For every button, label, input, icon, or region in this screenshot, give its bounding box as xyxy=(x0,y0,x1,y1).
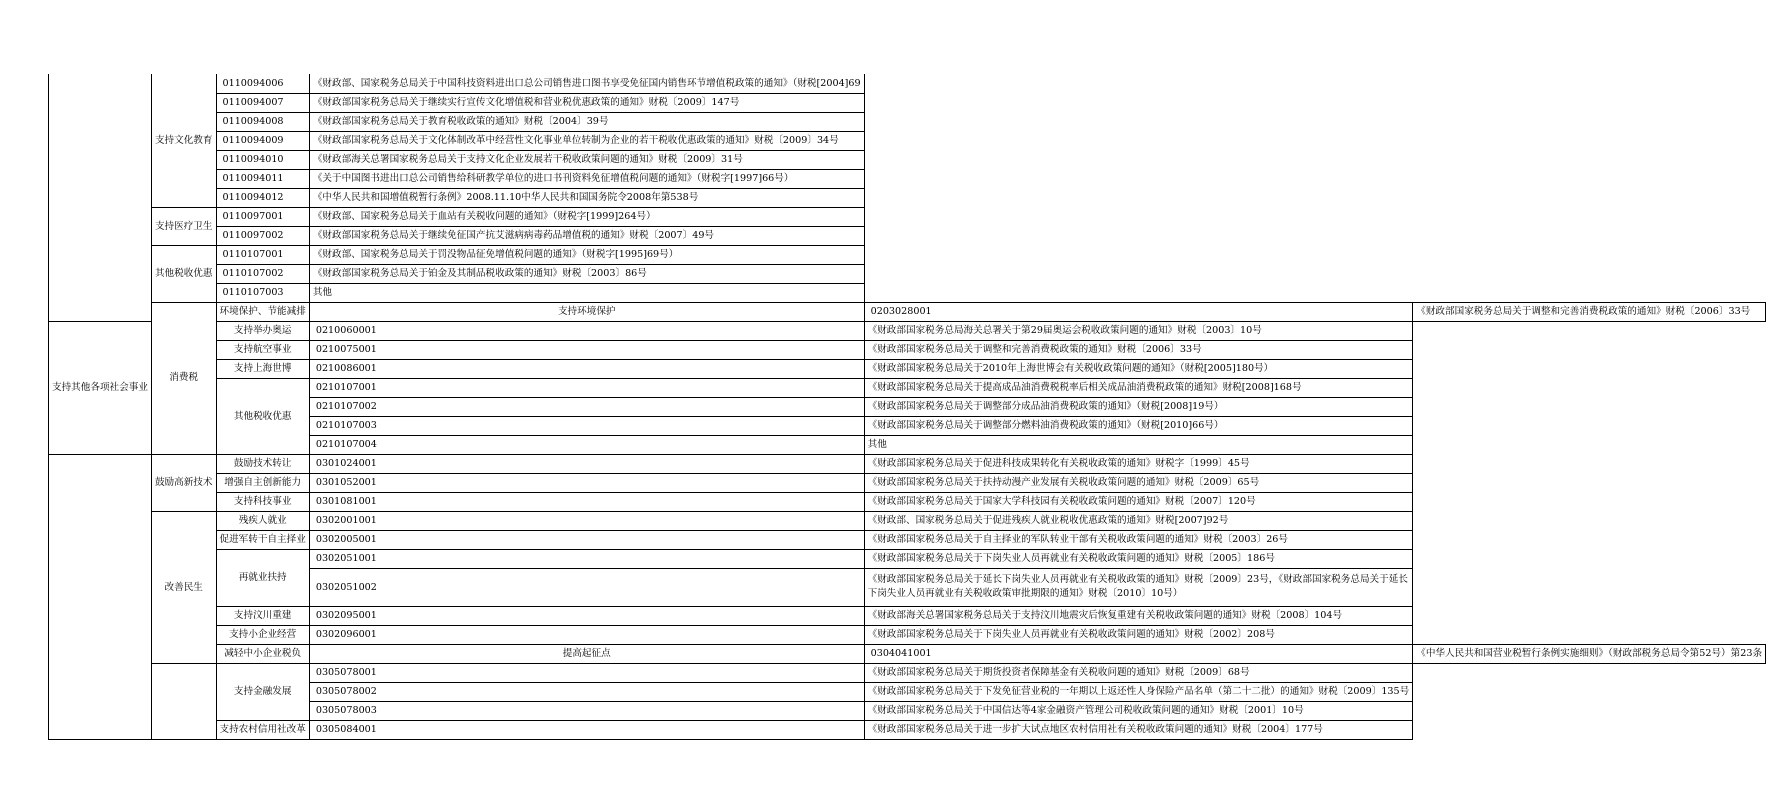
item-cell: 支持农村信用社改革 xyxy=(216,720,309,739)
table-row xyxy=(49,74,1766,93)
policy-cell: 《财政部国家税务总局关于下岗失业人员再就业有关税收政策问题的通知》财税〔2002〕208号 xyxy=(864,625,1413,644)
table-row xyxy=(49,226,1766,245)
code-cell: 0302096001 xyxy=(309,625,864,644)
policy-cell: 《财政部海关总署国家税务总局关于支持文化企业发展若干税收政策问题的通知》财税〔2009〕31号 xyxy=(309,150,864,169)
code-cell: 0301024001 xyxy=(309,454,864,473)
category-cell: 支持其他各项社会事业 xyxy=(49,321,152,454)
item-cell: 支持汶川重建 xyxy=(216,606,309,625)
code-cell: 0110107001 xyxy=(216,245,309,264)
policy-cell: 其他 xyxy=(864,435,1413,454)
code-cell: 0110094010 xyxy=(216,150,309,169)
table-row xyxy=(49,663,1766,682)
policy-cell: 《财政部、国家税务总局关于促进残疾人就业税收优惠政策的通知》财税[2007]92号 xyxy=(864,511,1413,530)
item-cell: 支持航空事业 xyxy=(216,340,309,359)
policy-cell: 《财政部国家税务总局关于继续免征国产抗艾滋病病毒药品增值税的通知》财税〔2007〕49号 xyxy=(309,226,864,245)
code-cell: 0304041001 xyxy=(864,644,1413,663)
policy-cell: 《财政部国家税务总局关于文化体制改革中经营性文化事业单位转制为企业的若干税收优惠政策的通知》财税〔2009〕34号 xyxy=(309,131,864,150)
table-row xyxy=(49,549,1766,568)
code-cell: 0210107001 xyxy=(309,378,864,397)
table-row xyxy=(49,454,1766,473)
item-cell: 再就业扶持 xyxy=(216,549,309,606)
policy-cell: 《财政部国家税务总局关于国家大学科技园有关税收政策问题的通知》财税〔2007〕120号 xyxy=(864,492,1413,511)
policy-cell: 《财政部国家税务总局关于下岗失业人员再就业有关税收政策问题的通知》财税〔2005〕186号 xyxy=(864,549,1413,568)
table-row xyxy=(49,625,1766,644)
policy-cell: 《关于中国图书进出口总公司销售给科研教学单位的进口书刊资料免征增值税问题的通知》（财税字[1997]66号） xyxy=(309,169,864,188)
policy-cell: 《中华人民共和国营业税暂行条例实施细则》（财政部税务总局令第52号）第23条 xyxy=(1413,644,1766,663)
code-cell: 0301052001 xyxy=(309,473,864,492)
item-cell: 支持科技事业 xyxy=(216,492,309,511)
policy-cell: 《中华人民共和国增值税暂行条例》2008.11.10中华人民共和国国务院令2008年第538号 xyxy=(309,188,864,207)
table-row xyxy=(49,359,1766,378)
code-cell: 0305078002 xyxy=(309,682,864,701)
code-cell: 0302095001 xyxy=(309,606,864,625)
table-row xyxy=(49,720,1766,739)
code-cell: 0302005001 xyxy=(309,530,864,549)
item-cell: 其他税收优惠 xyxy=(151,245,216,302)
table-row xyxy=(49,112,1766,131)
table-row xyxy=(49,530,1766,549)
code-cell: 0305084001 xyxy=(309,720,864,739)
table-row xyxy=(49,245,1766,264)
table-row xyxy=(49,131,1766,150)
code-cell: 0203028001 xyxy=(864,302,1413,321)
item-cell: 支持小企业经营 xyxy=(216,625,309,644)
code-cell: 0110094012 xyxy=(216,188,309,207)
item-cell: 支持上海世博 xyxy=(216,359,309,378)
table-row xyxy=(49,511,1766,530)
item-cell: 支持举办奥运 xyxy=(216,321,309,340)
category-cell xyxy=(151,663,216,739)
policy-cell: 《财政部国家税务总局关于下发免征营业税的一年期以上返还性人身保险产品名单（第二十二批）的通知》财税〔2009〕135号 xyxy=(864,682,1413,701)
policy-cell: 《财政部国家税务总局关于调整和完善消费税政策的通知》财税〔2006〕33号 xyxy=(864,340,1413,359)
item-cell: 支持文化教育 xyxy=(151,74,216,207)
table-row xyxy=(49,321,1766,340)
table-row xyxy=(49,264,1766,283)
policy-cell: 《财政部、国家税务总局关于中国科技资料进出口总公司销售进口图书享受免征国内销售环节增值税政策的通知》（财税[2004]69 xyxy=(309,74,864,93)
code-cell: 0301081001 xyxy=(309,492,864,511)
code-cell: 0305078001 xyxy=(309,663,864,682)
item-cell: 促进军转干自主择业 xyxy=(216,530,309,549)
code-cell: 0305078003 xyxy=(309,701,864,720)
policy-cell: 《财政部国家税务总局关于调整和完善消费税政策的通知》财税〔2006〕33号 xyxy=(1413,302,1766,321)
policy-cell: 《财政部国家税务总局关于延长下岗失业人员再就业有关税收政策的通知》财税〔2009〕23号，《财政部国家税务总局关于延长下岗失业人员再就业有关税收政策审批期限的通知》财税〔2010〕10号） xyxy=(864,568,1413,606)
code-cell: 0110094006 xyxy=(216,74,309,93)
item-cell: 鼓励技术转让 xyxy=(216,454,309,473)
code-cell: 0110097002 xyxy=(216,226,309,245)
category-cell: 鼓励高新技术 xyxy=(151,454,216,511)
table-row xyxy=(49,188,1766,207)
policy-cell: 《财政部国家税务总局关于2010年上海世博会有关税收政策问题的通知》（财税[2005]180号） xyxy=(864,359,1413,378)
item-cell: 提高起征点 xyxy=(309,644,864,663)
policy-cell: 《财政部国家税务总局关于自主择业的军队转业干部有关税收政策问题的通知》财税〔2003〕26号 xyxy=(864,530,1413,549)
table-row xyxy=(49,169,1766,188)
code-cell: 0110094009 xyxy=(216,131,309,150)
table-row xyxy=(49,473,1766,492)
code-cell: 0110094008 xyxy=(216,112,309,131)
category-cell: 减轻中小企业税负 xyxy=(216,644,309,663)
policy-cell: 《财政部国家税务总局关于提高成品油消费税税率后相关成品油消费税政策的通知》财税[2008]168号 xyxy=(864,378,1413,397)
code-cell: 0210086001 xyxy=(309,359,864,378)
table-row xyxy=(49,283,1766,302)
code-cell: 0210107003 xyxy=(309,416,864,435)
code-cell: 0110094007 xyxy=(216,93,309,112)
code-cell: 0210075001 xyxy=(309,340,864,359)
policy-cell: 《财政部国家税务总局关于调整部分成品油消费税政策的通知》（财税[2008]19号） xyxy=(864,397,1413,416)
policy-cell: 《财政部国家税务总局关于进一步扩大试点地区农村信用社有关税收政策问题的通知》财税〔2004〕177号 xyxy=(864,720,1413,739)
table-row xyxy=(49,302,1766,321)
item-cell: 支持医疗卫生 xyxy=(151,207,216,245)
table-row xyxy=(49,150,1766,169)
tax-type-cell xyxy=(49,454,152,739)
table-row xyxy=(49,606,1766,625)
category-cell xyxy=(49,74,152,321)
table-row xyxy=(49,340,1766,359)
table-row xyxy=(49,492,1766,511)
code-cell: 0110094011 xyxy=(216,169,309,188)
table-row xyxy=(49,644,1766,663)
policy-cell: 《财政部国家税务总局关于扶持动漫产业发展有关税收政策问题的通知》财税〔2009〕65号 xyxy=(864,473,1413,492)
table-row xyxy=(49,378,1766,397)
code-cell: 0302051002 xyxy=(309,568,864,606)
policy-cell: 《财政部国家税务总局海关总署关于第29届奥运会税收政策问题的通知》财税〔2003〕10号 xyxy=(864,321,1413,340)
policy-cell: 《财政部国家税务总局关于调整部分燃料油消费税政策的通知》（财税[2010]66号） xyxy=(864,416,1413,435)
table-row xyxy=(49,93,1766,112)
code-cell: 0210060001 xyxy=(309,321,864,340)
policy-cell: 《财政部国家税务总局关于铂金及其制品税收政策的通知》财税〔2003〕86号 xyxy=(309,264,864,283)
policy-cell: 《财政部国家税务总局关于教育税收政策的通知》财税〔2004〕39号 xyxy=(309,112,864,131)
category-cell: 环境保护、节能减排 xyxy=(216,302,309,321)
policy-cell: 《财政部、国家税务总局关于罚没物品征免增值税问题的通知》（财税字[1995]69号） xyxy=(309,245,864,264)
code-cell: 0110107003 xyxy=(216,283,309,302)
policy-cell: 《财政部国家税务总局关于中国信达等4家金融资产管理公司税收政策问题的通知》财税〔2001〕10号 xyxy=(864,701,1413,720)
item-cell: 其他税收优惠 xyxy=(216,378,309,454)
code-cell: 0210107004 xyxy=(309,435,864,454)
code-cell: 0302001001 xyxy=(309,511,864,530)
policy-cell: 《财政部国家税务总局关于期货投资者保障基金有关税收问题的通知》财税〔2009〕68号 xyxy=(864,663,1413,682)
tax-preference-table xyxy=(48,74,1766,740)
item-cell: 增强自主创新能力 xyxy=(216,473,309,492)
code-cell: 0302051001 xyxy=(309,549,864,568)
tax-type-cell: 消费税 xyxy=(151,302,216,454)
category-cell: 改善民生 xyxy=(151,511,216,663)
policy-cell: 《财政部、国家税务总局关于血站有关税收问题的通知》（财税字[1999]264号） xyxy=(309,207,864,226)
code-cell: 0110097001 xyxy=(216,207,309,226)
item-cell: 支持金融发展 xyxy=(216,663,309,720)
policy-cell: 《财政部国家税务总局关于继续实行宣传文化增值税和营业税优惠政策的通知》财税〔2009〕147号 xyxy=(309,93,864,112)
policy-cell: 《财政部国家税务总局关于促进科技成果转化有关税收政策的通知》财税字〔1999〕45号 xyxy=(864,454,1413,473)
code-cell: 0110107002 xyxy=(216,264,309,283)
item-cell: 残疾人就业 xyxy=(216,511,309,530)
code-cell: 0210107002 xyxy=(309,397,864,416)
item-cell: 支持环境保护 xyxy=(309,302,864,321)
policy-cell: 《财政部海关总署国家税务总局关于支持汶川地震灾后恢复重建有关税收政策问题的通知》财税〔2008〕104号 xyxy=(864,606,1413,625)
table-row xyxy=(49,207,1766,226)
policy-cell: 其他 xyxy=(309,283,864,302)
